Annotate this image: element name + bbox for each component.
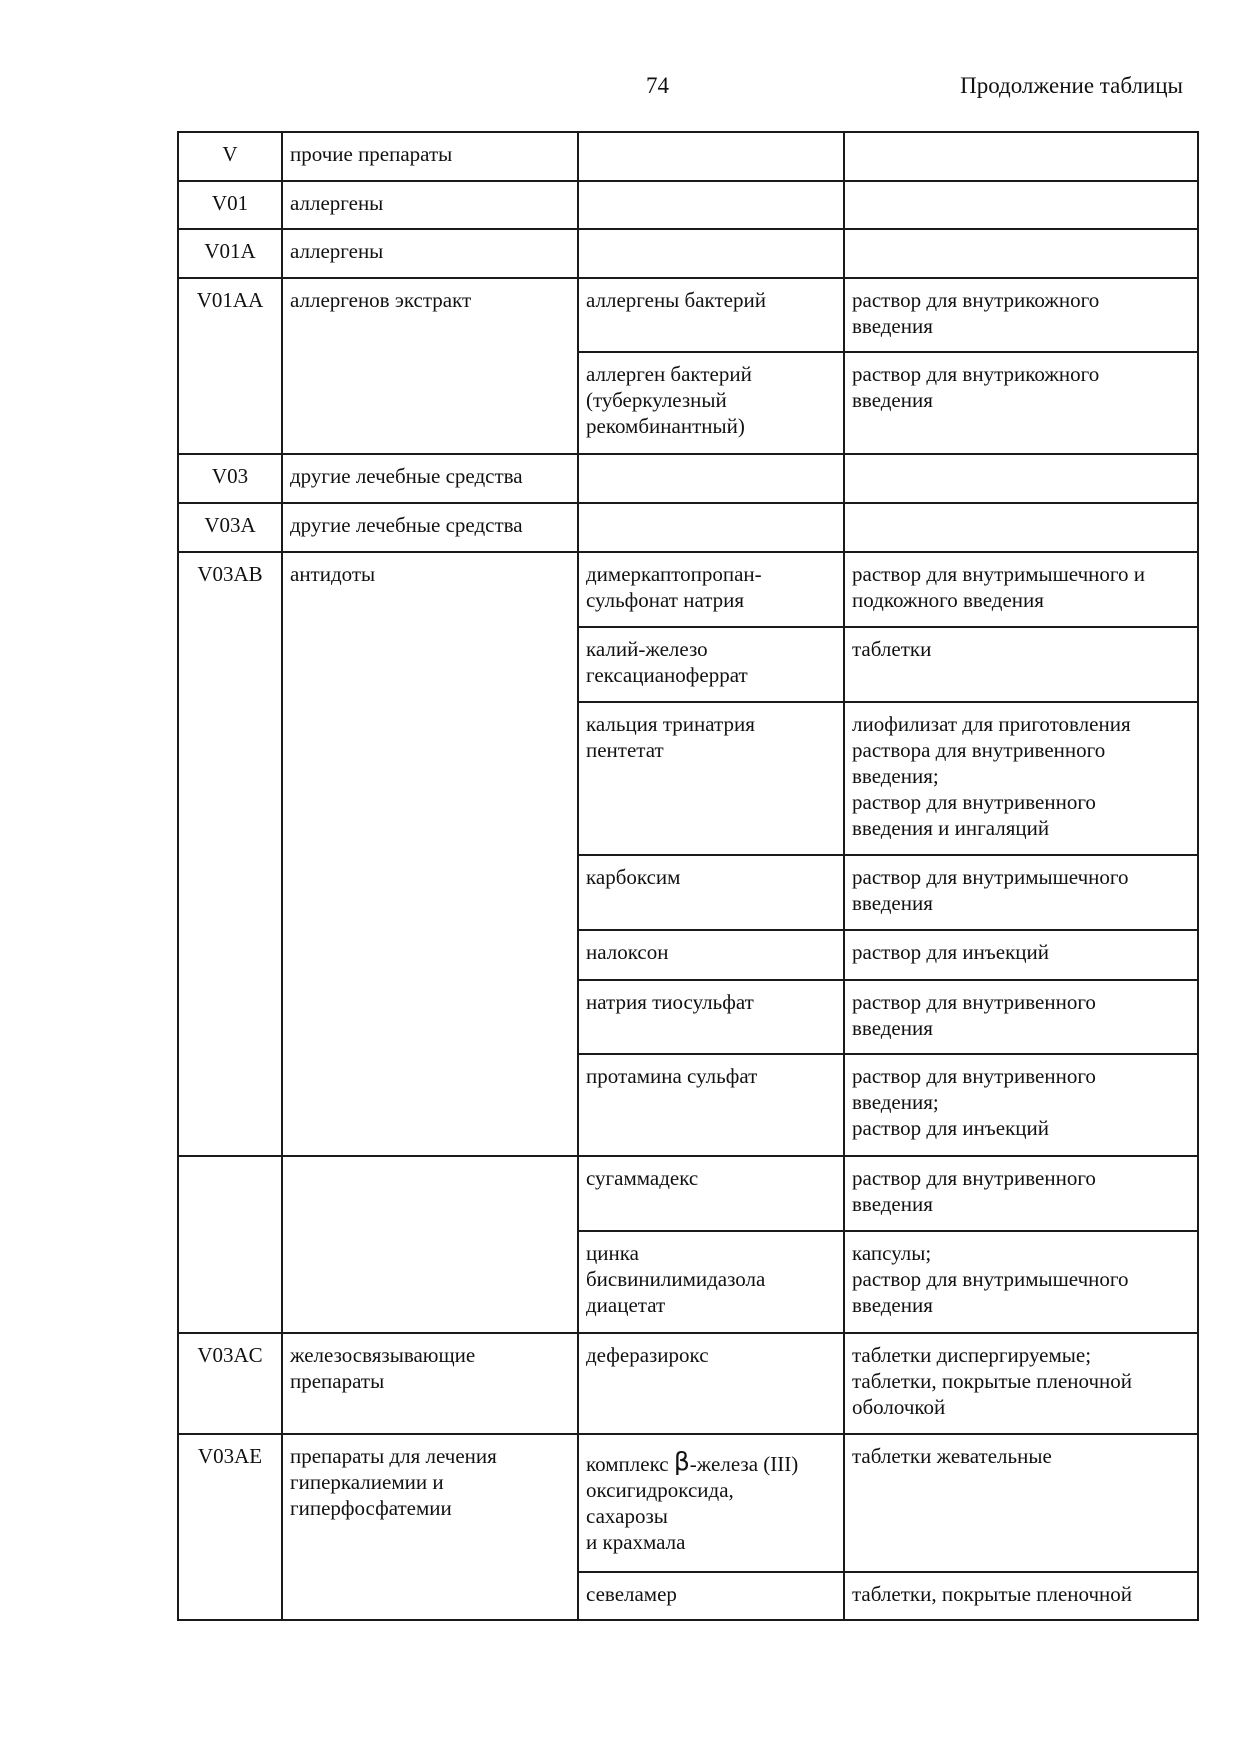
dosage-form: таблетки <box>852 637 932 661</box>
form-cell <box>844 278 1198 352</box>
drug-name: гексацианоферрат <box>586 663 748 687</box>
group-name-cell <box>282 503 578 552</box>
table-row <box>178 132 1198 181</box>
drug-cell <box>578 855 844 930</box>
atc-code: V <box>222 142 238 166</box>
form-cell <box>844 980 1198 1054</box>
group-name: другие лечебные средства <box>290 464 523 488</box>
form-cell <box>844 552 1198 627</box>
table-row <box>178 1333 1198 1434</box>
drug-name: димеркаптопропан- <box>586 562 762 586</box>
drug-name: аллерген бактерий <box>586 362 752 386</box>
form-cell <box>844 132 1198 181</box>
form-cell <box>844 1156 1198 1231</box>
dosage-form: лиофилизат для приготовления <box>852 712 1131 736</box>
drug-cell <box>578 980 844 1054</box>
atc-code-cell <box>178 1156 282 1333</box>
dosage-form: раствор для внутривенного <box>852 790 1096 814</box>
form-cell <box>844 1231 1198 1333</box>
dosage-form: раствор для внутримышечного и <box>852 562 1145 586</box>
atc-code: V01A <box>204 239 256 263</box>
form-cell <box>844 1333 1198 1434</box>
dosage-form: капсулы; <box>852 1241 932 1265</box>
dosage-form: раствора для внутривенного <box>852 738 1106 762</box>
group-name-cell <box>282 454 578 503</box>
atc-code: V01 <box>211 191 249 215</box>
drug-name: натрия тиосульфат <box>586 990 754 1014</box>
drug-name: калий-железо <box>586 637 708 661</box>
dosage-form: введения <box>852 314 933 338</box>
drug-cell <box>578 1054 844 1156</box>
atc-code-cell <box>178 552 282 1156</box>
drug-name: комплекс <box>586 1452 669 1476</box>
atc-code-cell <box>178 181 282 229</box>
drug-name: налоксон <box>586 940 669 964</box>
drug-cell <box>578 454 844 503</box>
drug-name: диацетат <box>586 1293 666 1317</box>
form-cell <box>844 930 1198 980</box>
drug-name: цинка <box>586 1241 639 1265</box>
drug-cell <box>578 132 844 181</box>
table-row <box>178 1156 1198 1231</box>
dosage-form: введения; <box>852 1090 939 1114</box>
drug-name: сульфонат натрия <box>586 588 745 612</box>
dosage-form: таблетки жевательные <box>852 1444 1052 1468</box>
group-name-cell <box>282 229 578 278</box>
drug-name: сахарозы <box>586 1504 668 1528</box>
group-name: железосвязывающие <box>290 1343 476 1367</box>
group-name: аллергены <box>290 191 384 215</box>
table-row <box>178 1434 1198 1572</box>
table-row <box>178 229 1198 278</box>
form-cell <box>844 352 1198 454</box>
drug-cell <box>578 1572 844 1620</box>
form-cell <box>844 454 1198 503</box>
group-name-cell <box>282 132 578 181</box>
group-name-cell <box>282 1434 578 1620</box>
drug-name: бисвинилимидазола <box>586 1267 766 1291</box>
drug-cell <box>578 278 844 352</box>
atc-code-cell <box>178 1434 282 1620</box>
group-name: аллергены <box>290 239 384 263</box>
table-row <box>178 181 1198 229</box>
dosage-form: таблетки, покрытые пленочной <box>852 1369 1133 1393</box>
drug-name: карбоксим <box>586 865 681 889</box>
drug-name: -железа (III) <box>689 1452 799 1476</box>
atc-code: V01AA <box>196 288 264 312</box>
form-cell <box>844 1434 1198 1572</box>
dosage-form: введения <box>852 388 933 412</box>
table-row <box>178 552 1198 627</box>
drug-name: протамина сульфат <box>586 1064 758 1088</box>
atc-code-cell <box>178 132 282 181</box>
beta-symbol: β <box>673 1447 690 1476</box>
dosage-form: введения <box>852 1016 933 1040</box>
drug-cell <box>578 627 844 702</box>
dosage-form: раствор для инъекций <box>852 940 1049 964</box>
drug-name: аллергены бактерий <box>586 288 766 312</box>
drug-cell <box>578 930 844 980</box>
form-cell <box>844 1572 1198 1620</box>
drug-cell <box>578 503 844 552</box>
form-cell <box>844 1054 1198 1156</box>
group-name: гиперфосфатемии <box>290 1496 452 1520</box>
group-name: препараты <box>290 1369 385 1393</box>
drug-name-line <box>586 1449 836 1477</box>
table-row <box>178 278 1198 352</box>
drug-cell <box>578 1231 844 1333</box>
group-name-cell <box>282 1333 578 1434</box>
continuation-label: Продолжение таблицы <box>960 73 1183 98</box>
group-name: препараты для лечения <box>290 1444 497 1468</box>
dosage-form: оболочкой <box>852 1395 946 1419</box>
dosage-form: таблетки, покрытые пленочной <box>852 1582 1133 1606</box>
drug-name: рекомбинантный) <box>586 414 745 438</box>
group-name: другие лечебные средства <box>290 513 523 537</box>
atc-code-cell <box>178 278 282 454</box>
dosage-form: введения <box>852 1293 933 1317</box>
drug-name: деферазирокс <box>586 1343 709 1367</box>
dosage-form: раствор для внутривенного <box>852 1166 1096 1190</box>
dosage-form: раствор для внутрикожного <box>852 288 1100 312</box>
atc-code: V03A <box>204 513 256 537</box>
drug-name: кальция тринатрия <box>586 712 755 736</box>
drug-name: севеламер <box>586 1582 677 1606</box>
dosage-form: введения <box>852 891 933 915</box>
group-name-cell <box>282 1156 578 1333</box>
form-cell <box>844 702 1198 855</box>
dosage-form: раствор для внутримышечного <box>852 865 1129 889</box>
dosage-form: раствор для внутривенного <box>852 1064 1096 1088</box>
form-cell <box>844 503 1198 552</box>
dosage-form: введения; <box>852 764 939 788</box>
drug-cell <box>578 1333 844 1434</box>
dosage-form: раствор для внутримышечного <box>852 1267 1129 1291</box>
group-name-cell <box>282 552 578 1156</box>
group-name: аллергенов экстракт <box>290 288 472 312</box>
table-row <box>178 503 1198 552</box>
dosage-form: раствор для внутривенного <box>852 990 1096 1014</box>
dosage-form: введения и ингаляций <box>852 816 1050 840</box>
table-row <box>178 454 1198 503</box>
page-number: 74 <box>646 73 669 98</box>
atc-code-cell <box>178 1333 282 1434</box>
drug-name: сугаммадекс <box>586 1166 699 1190</box>
drug-classification-table <box>177 131 1199 1621</box>
dosage-form: раствор для внутрикожного <box>852 362 1100 386</box>
drug-cell <box>578 181 844 229</box>
dosage-form: подкожного введения <box>852 588 1044 612</box>
dosage-form: введения <box>852 1192 933 1216</box>
form-cell <box>844 627 1198 702</box>
group-name: антидоты <box>290 562 376 586</box>
atc-code: V03AE <box>197 1444 263 1468</box>
atc-code: V03 <box>211 464 249 488</box>
dosage-form: раствор для инъекций <box>852 1116 1049 1140</box>
atc-code: V03AC <box>197 1343 263 1367</box>
drug-cell <box>578 1156 844 1231</box>
drug-cell <box>578 229 844 278</box>
drug-name: и крахмала <box>586 1530 686 1554</box>
drug-name: пентетат <box>586 738 664 762</box>
drug-cell <box>578 352 844 454</box>
group-name-cell <box>282 181 578 229</box>
form-cell <box>844 855 1198 930</box>
atc-code-cell <box>178 229 282 278</box>
group-name: прочие препараты <box>290 142 453 166</box>
group-name-cell <box>282 278 578 454</box>
group-name: гиперкалиемии и <box>290 1470 444 1494</box>
atc-code-cell <box>178 454 282 503</box>
drug-name: оксигидроксида, <box>586 1478 734 1502</box>
dosage-form: таблетки диспергируемые; <box>852 1343 1092 1367</box>
drug-cell <box>578 1434 844 1572</box>
atc-code: V03AB <box>197 562 263 586</box>
drug-cell <box>578 702 844 855</box>
drug-name: (туберкулезный <box>586 388 727 412</box>
form-cell <box>844 229 1198 278</box>
form-cell <box>844 181 1198 229</box>
drug-cell <box>578 552 844 627</box>
atc-code-cell <box>178 503 282 552</box>
